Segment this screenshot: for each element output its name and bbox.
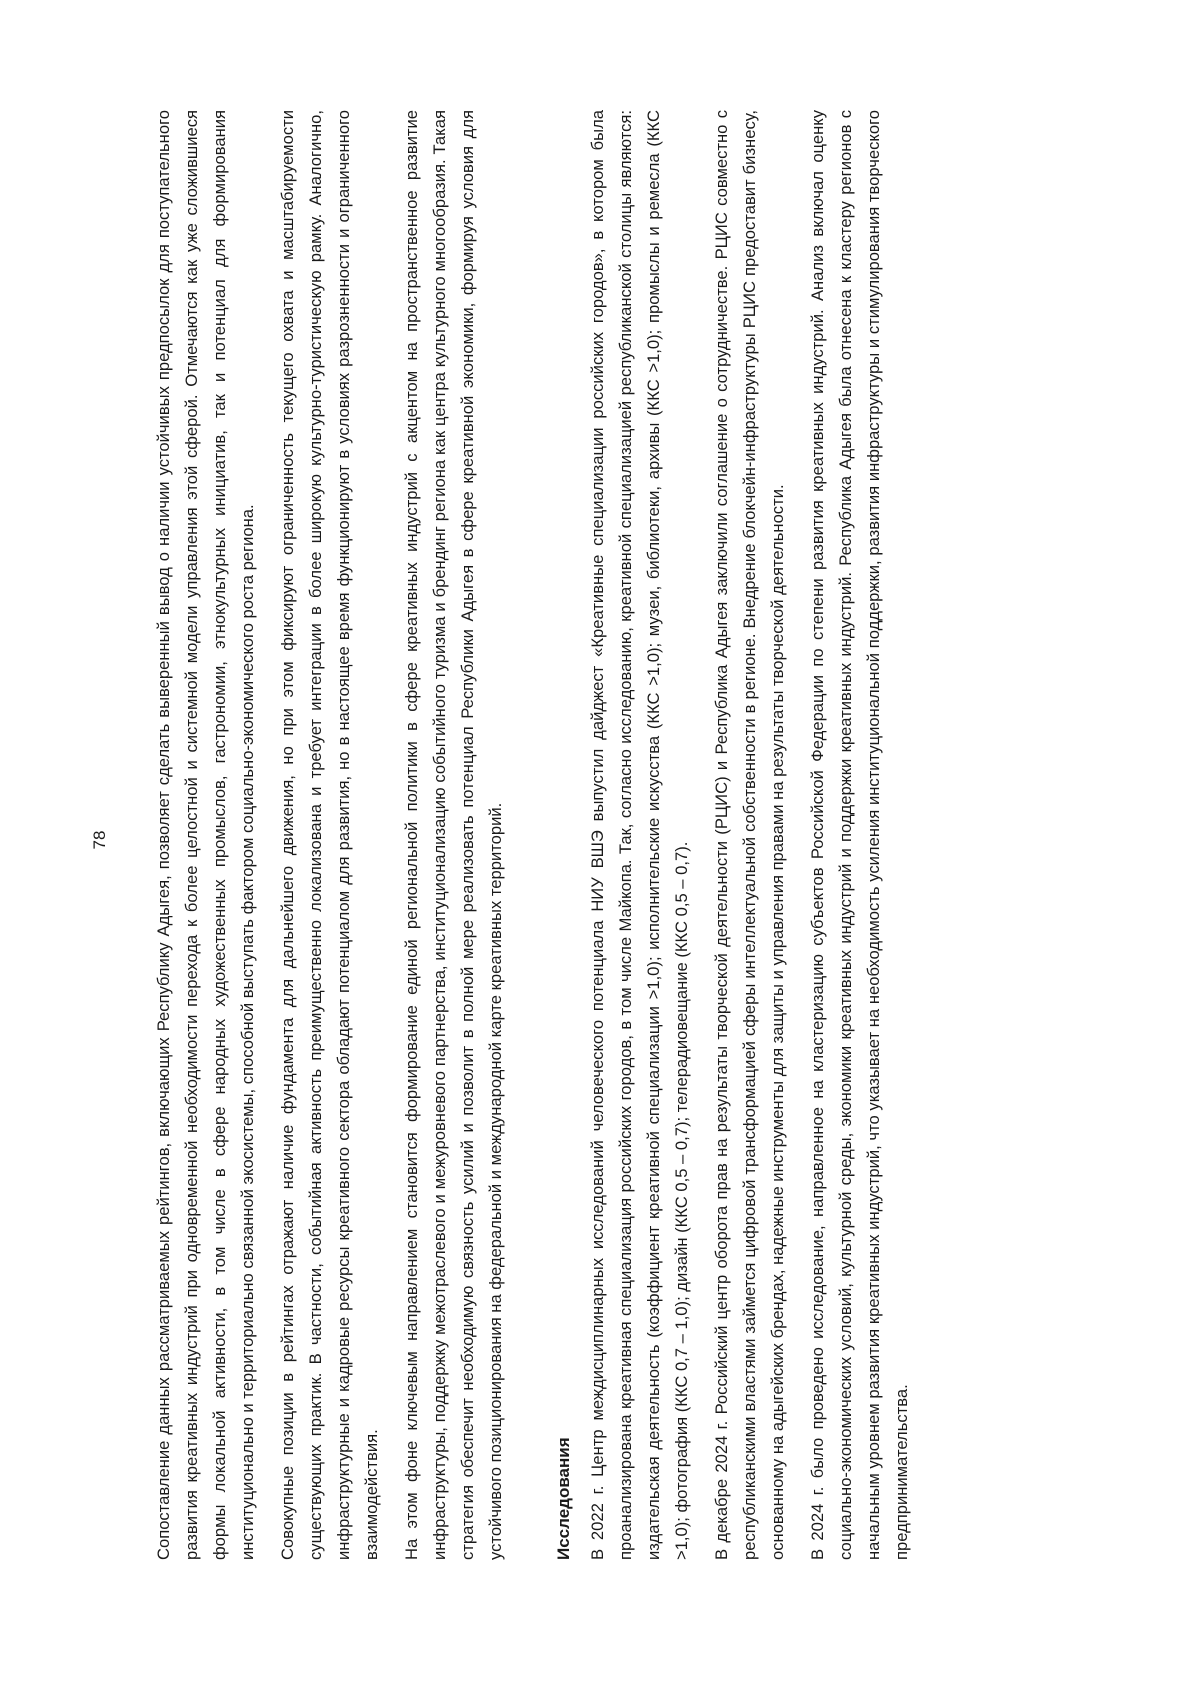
paragraph-clustering-study: В 2024 г. было проведено исследование, направленное на кластеризацию субъектов Российской Федерации по степени развития креативных индустрий. Анализ включал оценку социально-экономических условий, культурной среды, экономики креативных индустрий и поддержки креативных индустрий. Республика Адыгея была отнесена к кластеру регионов с начальным уровнем развития креативных индустрий, что указывает на необходимость усиления институциональной поддержки, развития инфраструктуры и стимулирования творческого предпринимательства. [808, 110, 911, 1560]
paragraph-regional-policy: На этом фоне ключевым направлением становится формирование единой региональной политики в сфере креативных индустрий с акцентом на пространственное развитие инфраструктуры, поддержку межотраслевого и межуровневого партнерства, институционализацию событийного туризма и брендинг региона как центра культурного многообразия. Такая стратегия обеспечит необходимую связность усилий и позволит в полной мере реализовать потенциал Республики Адыгея в сфере креативной экономики, формируя условия для устойчивого позиционирования на федеральной и международной карте креативных территорий. [402, 110, 505, 1560]
section-heading-research: Исследования [554, 1437, 573, 1560]
document-body [150, 110, 928, 1560]
rotated-page-content [90, 110, 970, 1560]
paragraph-ratings-comparison: Сопоставление данных рассматриваемых рейтингов, включающих Республику Адыгея, позволяет сделать выверенный вывод о наличии устойчивых предпосылок для поступательного развития креативных индустрий при одновременной необходимости перехода к более целостной и системной модели управления этой сферой. Отмечаются как уже сложившиеся формы локальной активности, в том числе в сфере народных художественных промыслов, гастрономии, этнокультурных инициатив, так и потенциал для формирования институционально и территориально связанной экосистемы, способной выступать фактором социально-экономического роста региона. [154, 110, 257, 1560]
page-number: 78 [90, 830, 109, 850]
paragraph-rcis-agreement: В декабре 2024 г. Российский центр оборота прав на результаты творческой деятельности (РЦИС) и Республика Адыгея заключили соглашение о сотрудничестве. РЦИС совместно с республиканскими властями займется цифровой трансформацией сферы интеллектуальной собственности в регионе. Внедрение блокчейн-инфраструктуры РЦИС предоставит бизнесу, основанному на адыгейских брендах, надежные инструменты для защиты и управления правами на результаты творческой деятельности. [712, 110, 787, 1560]
paragraph-hse-digest: В 2022 г. Центр междисциплинарных исследований человеческого потенциала НИУ ВШЭ выпустил дайджест «Креативные специализации российских городов», в котором была проанализирована креативная специализация российских городов, в том числе Майкопа. Так, согласно исследованию, креативной специализацией республиканской столицы являются: издательская деятельность (коэффициент креативной специализации >1,0); исполнительские искусства (ККС >1,0); музеи, библиотеки, архивы (ККС >1,0); промыслы и ремесла (ККС >1,0); фотография (ККС 0,7 – 1,0); дизайн (ККС 0,5 – 0,7); телерадиовещание (ККС 0,5 – 0,7). [588, 110, 691, 1560]
paragraph-cumulative-positions: Совокупные позиции в рейтингах отражают наличие фундамента для дальнейшего движения, но при этом фиксируют ограниченность текущего охвата и масштабируемости существующих практик. В частности, событийная активность преимущественно локализована и требует интеграции в более широкую культурно-туристическую рамку. Аналогично, инфраструктурные и кадровые ресурсы креативного сектора обладают потенциалом для развития, но в настоящее время функционируют в условиях разрозненности и ограниченного взаимодействия. [278, 110, 381, 1560]
